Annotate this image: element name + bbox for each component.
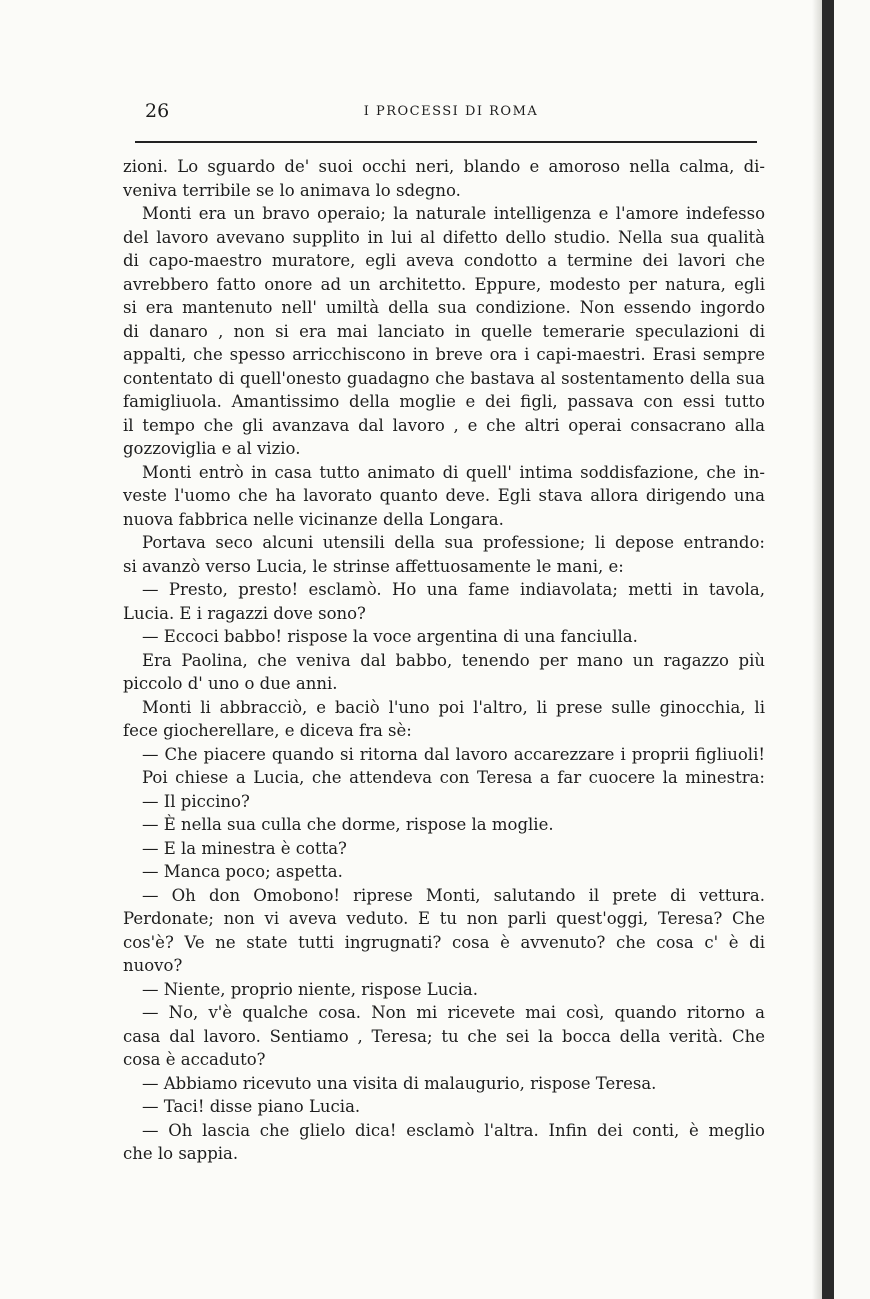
page-number: 26 xyxy=(145,100,170,122)
text-line: avrebbero fatto onore ad un architetto. Eppure, modesto per natura, egli xyxy=(123,274,765,294)
text-line: zioni. Lo sguardo de' suoi occhi neri, blando e amoroso nella calma, di- xyxy=(123,157,765,176)
text-line: piccolo d' uno o due anni. xyxy=(123,674,338,693)
text-line: — È nella sua culla che dorme, rispose la moglie. xyxy=(142,815,554,834)
text-line: si avanzò verso Lucia, le strinse affettuosamente le mani, e: xyxy=(123,556,624,576)
text-line: — Che piacere quando si ritorna dal lavoro accarezzare i proprii figliuoli! xyxy=(142,744,765,764)
text-line: che lo sappia. xyxy=(123,1144,239,1163)
text-line: — Manca poco; aspetta. xyxy=(142,862,343,881)
text-line: nuovo? xyxy=(123,956,183,975)
text-line: Monti entrò in casa tutto animato di quell' intima soddisfazione, che in- xyxy=(142,462,765,482)
header-rule xyxy=(135,141,757,143)
text-line: si era mantenuto nell' umiltà della sua condizione. Non essendo ingordo xyxy=(123,298,765,317)
text-line: famigliuola. Amantissimo della moglie e dei figli, passava con essi tutto xyxy=(123,392,765,411)
text-line: Lucia. E i ragazzi dove sono? xyxy=(123,603,366,623)
text-line: Perdonate; non vi aveva veduto. E tu non parli quest'oggi, Teresa? Che xyxy=(123,909,765,928)
text-line: — Il piccino? xyxy=(142,791,250,811)
text-line: — Abbiamo ricevuto una visita di malaugurio, rispose Teresa. xyxy=(142,1073,657,1093)
text-line: del lavoro avevano supplito in lui al difetto dello studio. Nella sua qualità xyxy=(123,227,765,247)
page-header xyxy=(145,100,757,130)
text-line: casa dal lavoro. Sentiamo , Teresa; tu che sei la bocca della verità. Che xyxy=(123,1026,765,1046)
text-line: di capo-maestro muratore, egli aveva condotto a termine dei lavori che xyxy=(123,251,765,270)
text-line: Portava seco alcuni utensili della sua professione; li depose entrando: xyxy=(142,533,765,552)
text-line: il tempo che gli avanzava dal lavoro , e che altri operai consacrano alla xyxy=(123,415,765,435)
running-title: I PROCESSI DI ROMA xyxy=(363,104,539,119)
scan-margin xyxy=(834,0,870,1299)
text-line: Monti li abbracciò, e baciò l'uno poi l'altro, li prese sulle ginocchia, li xyxy=(142,697,765,717)
body-text xyxy=(123,155,765,1166)
text-line: appalti, che spesso arricchiscono in breve ora i capi-maestri. Erasi sempre xyxy=(123,345,765,364)
text-line: Monti era un bravo operaio; la naturale intelligenza e l'amore indefesso xyxy=(142,204,765,223)
text-line: Era Paolina, che veniva dal babbo, tenendo per mano un ragazzo più xyxy=(142,650,765,670)
text-line: veniva terribile se lo animava lo sdegno. xyxy=(123,180,461,200)
page-edge-shadow xyxy=(812,0,822,1299)
text-line: contentato di quell'onesto guadagno che bastava al sostentamento della sua xyxy=(123,368,765,388)
text-line: gozzoviglia e al vizio. xyxy=(123,439,301,458)
text-line: — No, v'è qualche cosa. Non mi ricevete mai così, quando ritorno a xyxy=(142,1003,765,1022)
text-line: di danaro , non si era mai lanciato in quelle temerarie speculazioni di xyxy=(123,321,765,341)
text-line: nuova fabbrica nelle vicinanze della Longara. xyxy=(123,509,504,529)
text-line: fece giocherellare, e diceva fra sè: xyxy=(123,721,412,740)
text-line: veste l'uomo che ha lavorato quanto deve. Egli stava allora dirigendo una xyxy=(123,486,765,505)
text-line: — Oh lascia che glielo dica! esclamò l'altra. Infin dei conti, è meglio xyxy=(142,1120,765,1140)
text-line: — Presto, presto! esclamò. Ho una fame indiavolata; metti in tavola, xyxy=(142,580,765,599)
text-line: — E la minestra è cotta? xyxy=(142,838,347,858)
text-line: cosa è accaduto? xyxy=(123,1050,266,1069)
text-line: cos'è? Ve ne state tutti ingrugnati? cosa è avvenuto? che cosa c' è di xyxy=(123,932,765,952)
text-line: — Taci! disse piano Lucia. xyxy=(142,1097,361,1116)
text-line: — Niente, proprio niente, rispose Lucia. xyxy=(142,979,478,999)
text-line: Poi chiese a Lucia, che attendeva con Teresa a far cuocere la minestra: xyxy=(142,768,765,787)
text-line: — Eccoci babbo! rispose la voce argentina di una fanciulla. xyxy=(142,627,638,646)
book-spine-edge xyxy=(822,0,834,1299)
text-line: — Oh don Omobono! riprese Monti, salutando il prete di vettura. xyxy=(142,885,765,905)
